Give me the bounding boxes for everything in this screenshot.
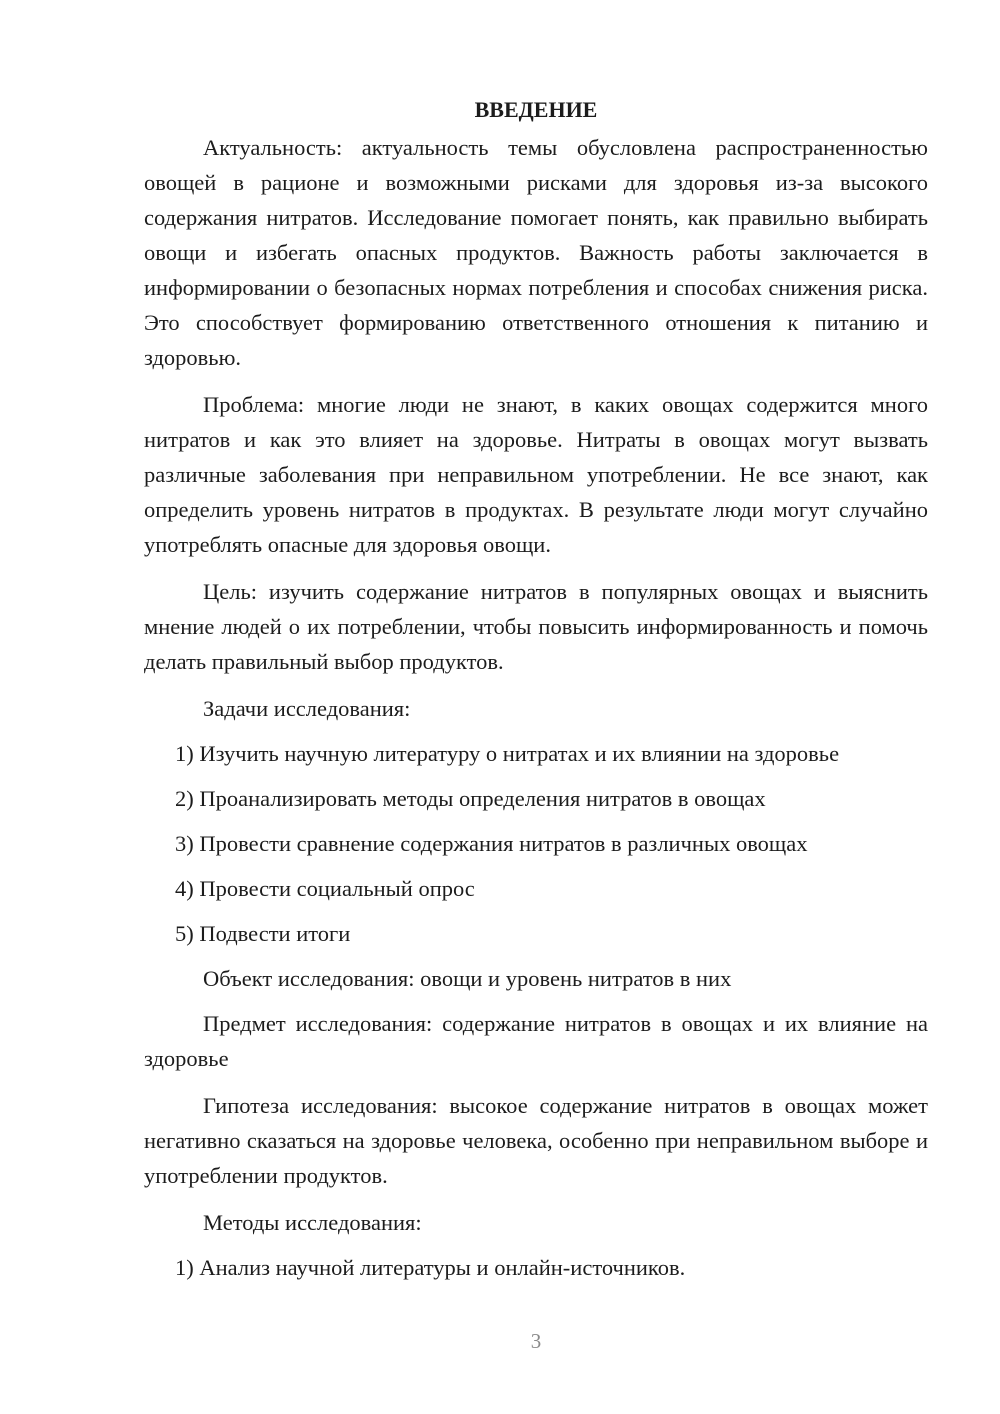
method-item: 1) Анализ научной литературы и онлайн-источников. — [175, 1255, 686, 1280]
hypothesis-paragraph: Гипотеза исследования: высокое содержание нитратов в овощах может негативно сказаться на здоровье человека, особенно при неправильном выборе и употреблении продуктов. — [144, 1093, 928, 1188]
task-item: 1) Изучить научную литературу о нитратах и их влиянии на здоровье — [175, 741, 840, 766]
object-paragraph: Объект исследования: овощи и уровень нитратов в них — [203, 966, 732, 991]
goal-paragraph: Цель: изучить содержание нитратов в популярных овощах и выяснить мнение людей о их потреблении, чтобы повысить информированность и помочь делать правильный выбор продуктов. — [144, 579, 928, 674]
task-item: 4) Провести социальный опрос — [175, 876, 475, 901]
task-item: 5) Подвести итоги — [175, 921, 351, 946]
subject-paragraph: Предмет исследования: содержание нитратов в овощах и их влияние на здоровье — [144, 1011, 928, 1071]
page-number: 3 — [530, 1329, 542, 1353]
section-title: ВВЕДЕНИЕ — [474, 97, 598, 122]
tasks-heading: Задачи исследования: — [203, 696, 411, 721]
page-content — [144, 92, 928, 1295]
relevance-paragraph: Актуальность: актуальность темы обусловлена распространенностью овощей в рационе и возможными рисками для здоровья из-за высокого содержания нитратов. Исследование помогает понять, как правильно выбирать овощи и избегать опасных продуктов. Важность работы заключается в информировании о безопасных нормах потребления и способах снижения риска. Это способствует формированию ответственного отношения к питанию и здоровью. — [144, 135, 928, 370]
task-item: 2) Проанализировать методы определения нитратов в овощах — [175, 786, 766, 811]
methods-heading: Методы исследования: — [203, 1210, 422, 1235]
task-item: 3) Провести сравнение содержания нитратов в различных овощах — [175, 831, 808, 856]
problem-paragraph: Проблема: многие люди не знают, в каких овощах содержится много нитратов и как это влияет на здоровье. Нитраты в овощах могут вызвать различные заболевания при неправильном употреблении. Не все знают, как определить уровень нитратов в продуктах. В результате люди могут случайно употреблять опасные для здоровья овощи. — [144, 392, 928, 557]
